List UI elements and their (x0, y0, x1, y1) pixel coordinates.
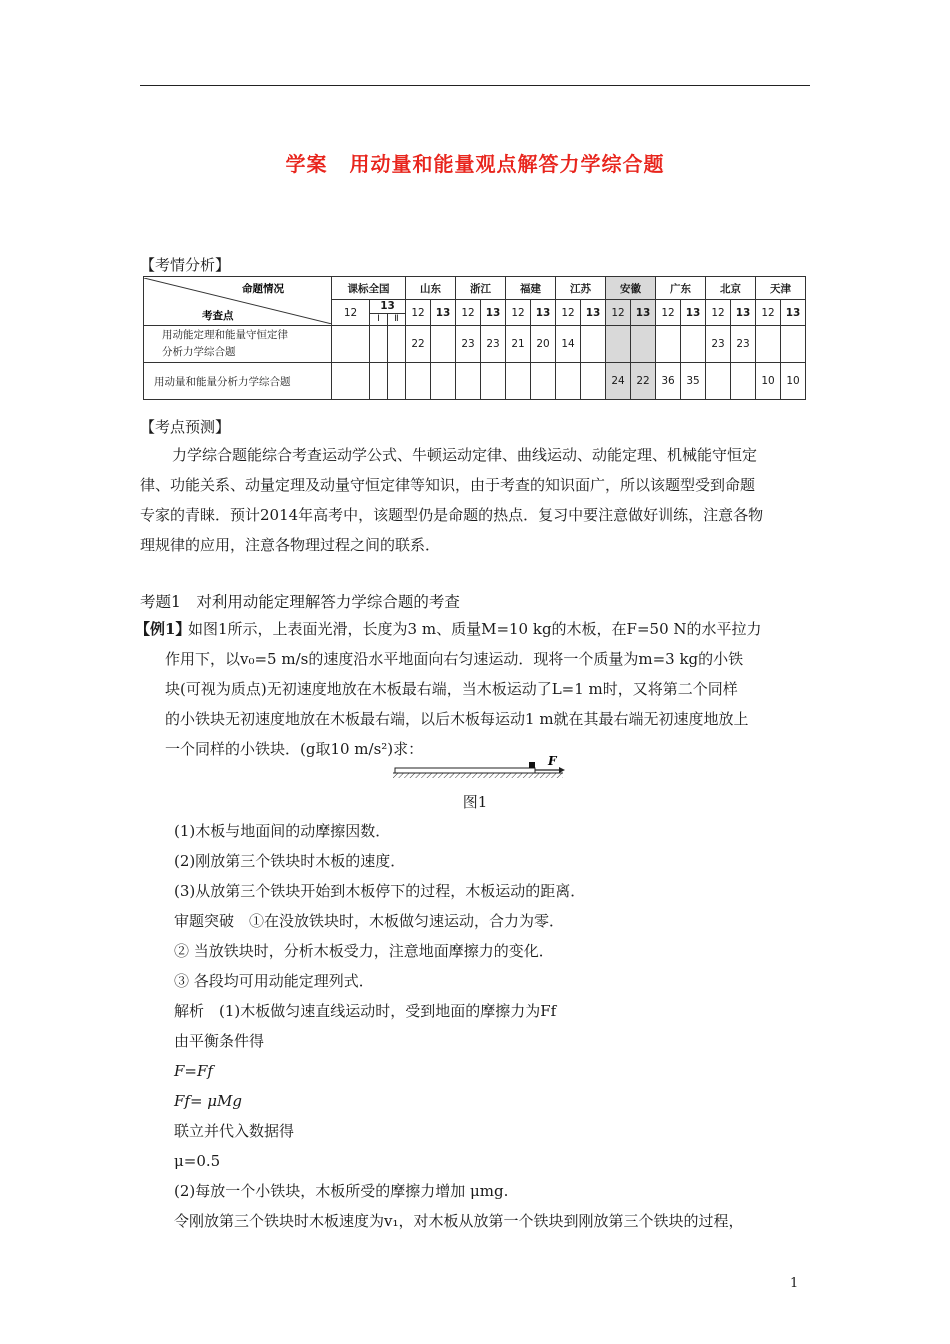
example-label: 【例1】 (135, 620, 191, 638)
year-cell: 13 (531, 300, 556, 326)
table-cell (581, 326, 606, 363)
table-cell (431, 363, 456, 400)
title-left: 学案 (285, 152, 328, 176)
question-item: (2)刚放第三个铁块时木板的速度． (174, 852, 406, 870)
table-cell (481, 363, 506, 400)
corner-diagonal (144, 278, 332, 324)
text-line: 的小铁块无初速度地放在木板最右端，以后木板每运动1 m就在其最右端无初速度地放上 (165, 710, 749, 728)
table-cell: 23 (731, 326, 756, 363)
region-header: 安徽 (606, 277, 656, 300)
figure-caption: 图1 (462, 793, 488, 811)
questions-block (174, 816, 744, 1236)
region-header: 天津 (756, 277, 806, 300)
table-cell: 20 (531, 326, 556, 363)
year-cell: 12 (706, 300, 731, 326)
corner-top-label: 命题情况 (242, 283, 284, 295)
ground-hatch (393, 773, 563, 778)
text-line: 理规律的应用，注意各物理过程之间的联系． (140, 536, 441, 554)
table-cell: 10 (781, 363, 806, 400)
table-cell: 21 (506, 326, 531, 363)
table-cell: 22 (406, 326, 431, 363)
table-cell (706, 363, 731, 400)
text-line: 如图1所示，上表面光滑，长度为3 m、质量M=10 kg的木板，在F=50 N的水平拉力 (188, 620, 762, 638)
analysis-line: ③ 各段均可用动能定理列式． (174, 972, 374, 990)
page-title (0, 148, 950, 177)
year-cell: 12 (606, 300, 631, 326)
iron-block (529, 762, 535, 768)
table-cell: 22 (631, 363, 656, 400)
table-row (144, 363, 806, 400)
table-cell (388, 363, 406, 400)
formula-line: Ff= μMg (174, 1092, 243, 1110)
year-cell: 13 (370, 300, 405, 314)
table-cell: 35 (681, 363, 706, 400)
table-row (144, 326, 806, 363)
predict-paragraph (140, 440, 812, 560)
analysis-line: 解析 (1)木板做匀速直线运动时，受到地面的摩擦力为Ff (174, 1002, 557, 1020)
table-cell (631, 326, 656, 363)
table-cell (406, 363, 431, 400)
year-cell: 13 (781, 300, 806, 326)
table-cell (431, 326, 456, 363)
text-line: 块(可视为质点)无初速度地放在木板最右端，当木板运动了L=1 m时，又将第二个同样 (165, 680, 738, 698)
table-cell (681, 326, 706, 363)
year-13-split (370, 300, 406, 326)
text-line: 一个同样的小铁块．(g取10 m/s²)求： (165, 740, 424, 758)
analysis-line: 审题突破 ①在没放铁块时，木板做匀速运动，合力为零． (174, 912, 565, 930)
formula-line: μ=0.5 (174, 1152, 221, 1170)
year-cell: 13 (731, 300, 756, 326)
analysis-line: (2)每放一个小铁块，木板所受的摩擦力增加 μmg. (174, 1182, 509, 1200)
section-analysis-heading: 【考情分析】 (140, 256, 231, 274)
year-cell: 13 (631, 300, 656, 326)
table-cell (556, 363, 581, 400)
year-cell: 12 (656, 300, 681, 326)
text-line: 律、功能关系、动量定理及动量守恒定律等知识，由于考查的知识面广，所以该题型受到命题 (140, 476, 756, 494)
arrow-head-icon (559, 767, 565, 773)
corner-bottom-label: 考查点 (202, 310, 234, 322)
table-cell (370, 326, 388, 363)
region-header: 课标全国 (332, 277, 406, 300)
year-cell: 12 (556, 300, 581, 326)
year-cell: 13 (581, 300, 606, 326)
table-cell (456, 363, 481, 400)
roman-1: Ⅰ (377, 314, 380, 324)
year-cell: 12 (756, 300, 781, 326)
question-item: (3)从放第三个铁块开始到木板停下的过程，木板运动的距离． (174, 882, 586, 900)
table-cell: 23 (706, 326, 731, 363)
topic-heading: 考题1 对利用动能定理解答力学综合题的考查 (140, 593, 460, 611)
table-cell (731, 363, 756, 400)
year-cell: 12 (406, 300, 431, 326)
region-header: 福建 (506, 277, 556, 300)
year-cell: 13 (431, 300, 456, 326)
page-number: 1 (790, 1276, 799, 1291)
region-header: 山东 (406, 277, 456, 300)
table-cell: 10 (756, 363, 781, 400)
table-cell (756, 326, 781, 363)
region-header: 北京 (706, 277, 756, 300)
analysis-line: 令刚放第三个铁块时木板速度为v₁，对木板从放第一个铁块到刚放第三个铁块的过程， (174, 1212, 744, 1230)
roman-2: Ⅱ (387, 314, 405, 325)
table-cell (332, 326, 370, 363)
table-cell: 36 (656, 363, 681, 400)
force-label: F (548, 755, 557, 768)
analysis-line: 由平衡条件得 (174, 1032, 265, 1050)
wooden-board (395, 768, 535, 773)
year-cell: 13 (681, 300, 706, 326)
table-cell (370, 363, 388, 400)
table-cell (781, 326, 806, 363)
table-cell (581, 363, 606, 400)
title-right: 用动量和能量观点解答力学综合题 (349, 152, 665, 176)
text-line: 作用下，以v₀=5 m/s的速度沿水平地面向右匀速运动．现将一个质量为m=3 kg的小铁 (165, 650, 744, 668)
row-label: 用动量和能量分析力学综合题 (144, 363, 332, 400)
table-cell (606, 326, 631, 363)
exam-analysis-table (143, 276, 806, 400)
table-cell (388, 326, 406, 363)
year-cell: 12 (506, 300, 531, 326)
table-corner (144, 277, 332, 326)
table-cell: 14 (556, 326, 581, 363)
board-diagram (393, 755, 568, 781)
header-rule (140, 85, 810, 86)
text-line: 专家的青睐．预计2014年高考中，该题型仍是命题的热点．复习中要注意做好训练，注意各物 (140, 506, 764, 524)
text-line: 力学综合题能综合考查运动学公式、牛顿运动定律、曲线运动、动能定理、机械能守恒定 (172, 446, 758, 464)
table-cell (332, 363, 370, 400)
table-cell: 24 (606, 363, 631, 400)
example-block (135, 614, 807, 764)
analysis-line: 联立并代入数据得 (174, 1122, 295, 1140)
question-item: (1)木板与地面间的动摩擦因数． (174, 822, 391, 840)
table-cell: 23 (481, 326, 506, 363)
year-cell: 13 (481, 300, 506, 326)
section-predict-heading: 【考点预测】 (140, 418, 231, 436)
year-cell: 12 (332, 300, 370, 326)
analysis-line: ② 当放铁块时，分析木板受力，注意地面摩擦力的变化． (174, 942, 554, 960)
region-header: 江苏 (556, 277, 606, 300)
region-header: 广东 (656, 277, 706, 300)
table-cell: 23 (456, 326, 481, 363)
formula-line: F=Ff (174, 1062, 213, 1080)
row-label: 用动能定理和能量守恒定律 分析力学综合题 (144, 326, 332, 363)
table-cell (506, 363, 531, 400)
region-header: 浙江 (456, 277, 506, 300)
table-cell (531, 363, 556, 400)
figure-1 (393, 755, 568, 785)
table-cell (656, 326, 681, 363)
year-cell: 12 (456, 300, 481, 326)
